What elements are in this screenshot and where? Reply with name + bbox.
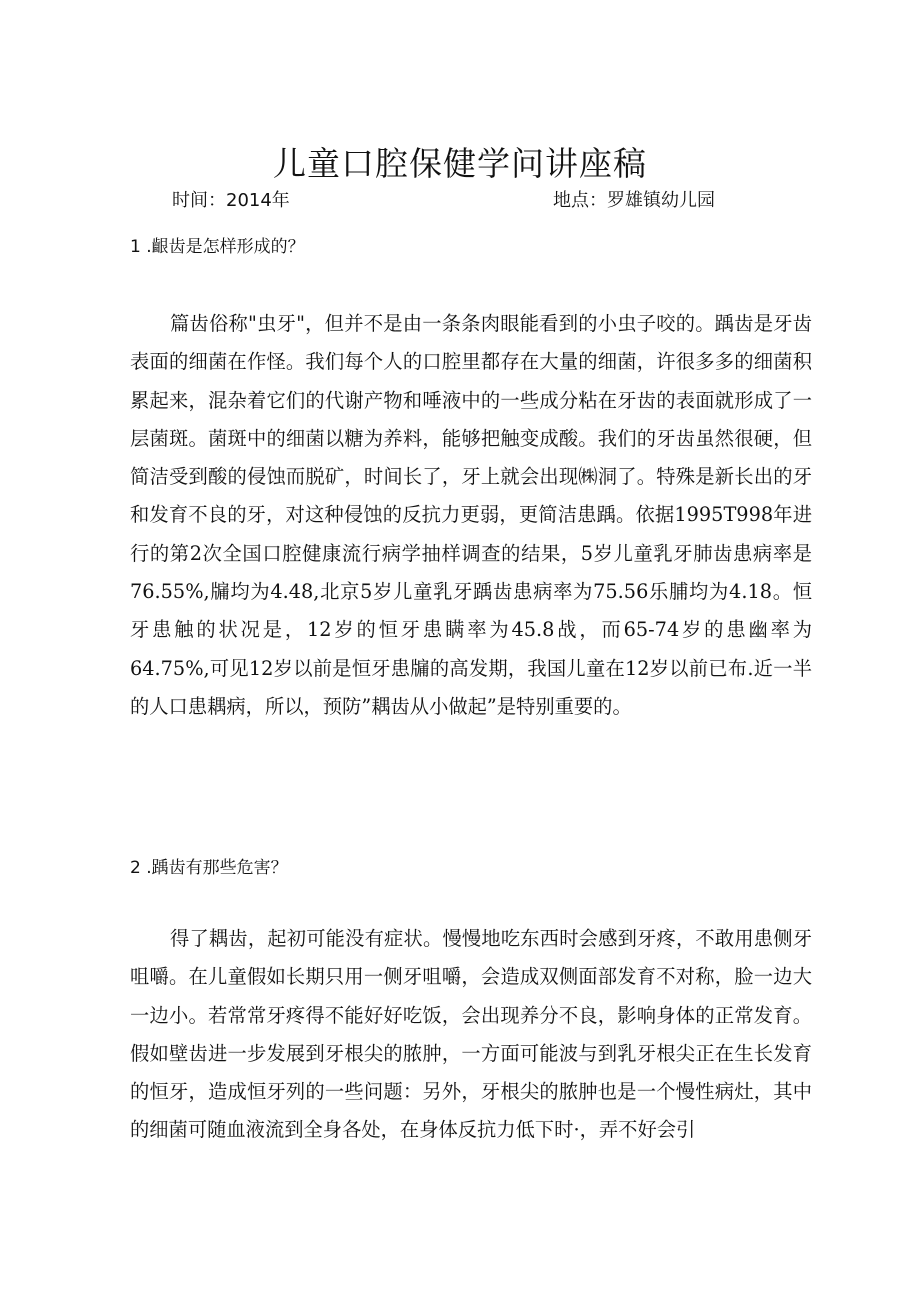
- lecture-place: 地点：罗雄镇幼儿园: [553, 190, 715, 211]
- page-title: 儿童口腔保健学问讲座稿: [273, 144, 647, 183]
- section-heading: 1 .齦齿是怎样形成的？: [130, 237, 305, 257]
- section-heading: 2 .踽齿有那些危害？: [130, 858, 288, 878]
- lecture-time: 时间：2014年: [172, 190, 290, 211]
- section-paragraph: 篇齿俗称"虫牙"，但并不是由一条条肉眼能看到的小虫子咬的。踽齿是牙齿表面的细菌在作怪。我们每个人的口腔里都存在大量的细菌，许很多多的细菌积累起来，混杂着它们的代谢产物和唾液中的一些成分粘在牙齿的表面就形成了一层菌斑。菌斑中的细菌以糖为养料，能够把触变成酸。我们的牙齿虽然很硬，但简洁受到酸的侵蚀而脱矿，时间长了，牙上就会出现㈱洞了。特殊是新长出的牙和发育不良的牙，对这种侵蚀的反抗力更弱，更简洁患踽。依据1995T998年进行的第2次全国口腔健康流行病学抽样调查的结果，5岁儿童乳牙肺齿患病率是76.55%,牖均为4.48,北京5岁儿童乳牙踽齿患病率为75.56乐脯均为4.18。恒牙患触的状况是，12岁的恒牙患瞒率为45.8战，而65-74岁的患幽率为64.75%,可见12岁以前是恒牙患牖的高发期，我国儿童在12岁以前已布.近一半的人口患耦病，所以，预防”耦齿从小做起”是特别重要的。: [130, 312, 812, 718]
- section-paragraph: 得了耦齿，起初可能没有症状。慢慢地吃东西时会感到牙疼，不敢用患侧牙咀嚼。在儿童假如长期只用一侧牙咀嚼，会造成双侧面部发育不对称，脸一边大一边小。若常常牙疼得不能好好吃饭，会出现养分不良，影响身体的正常发育。假如壁齿进一步发展到牙根尖的脓肿，一方面可能波与到乳牙根尖正在生长发育的恒牙，造成恒牙列的一些问题：另外，牙根尖的脓肿也是一个慢性病灶，其中的细菌可随血液流到全身各处，在身体反抗力低下时·，弄不好会引: [130, 927, 812, 1142]
